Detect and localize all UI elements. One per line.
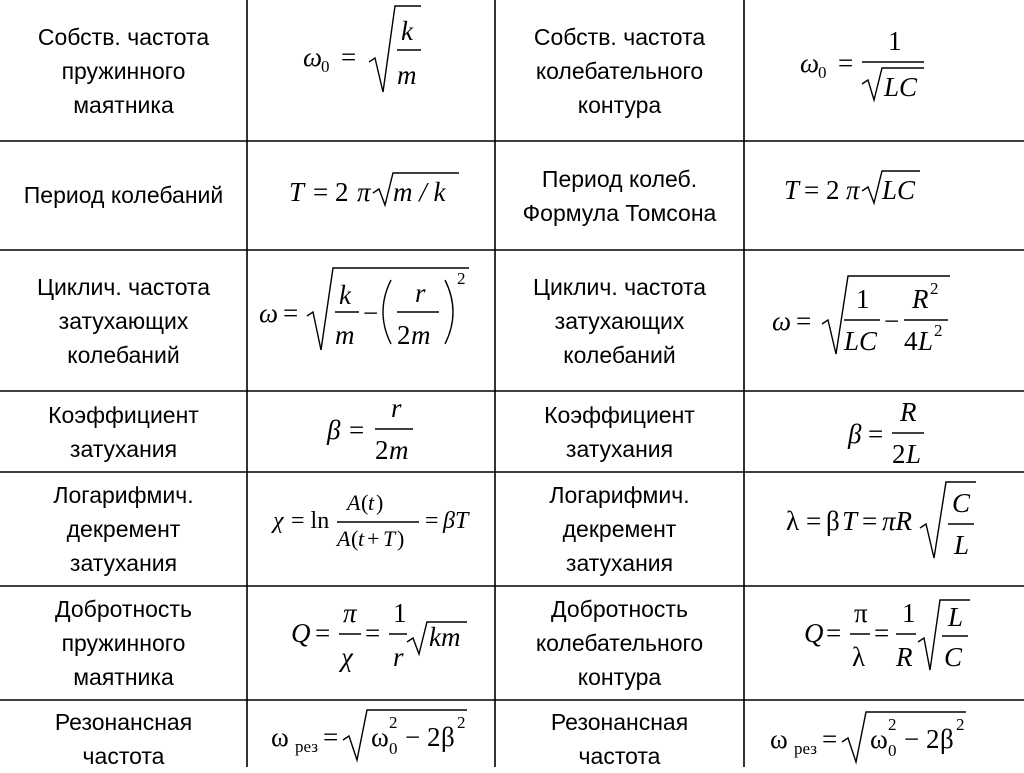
svg-text:0: 0 bbox=[818, 63, 827, 82]
svg-text:A: A bbox=[347, 490, 361, 515]
svg-text:β: β bbox=[940, 724, 954, 754]
svg-text:4: 4 bbox=[904, 326, 918, 356]
svg-text:m: m bbox=[389, 435, 409, 465]
svg-text:=: = bbox=[874, 618, 890, 648]
svg-text:m: m bbox=[335, 320, 355, 350]
svg-text:LC: LC bbox=[844, 326, 878, 356]
svg-text:β: β bbox=[441, 722, 455, 752]
svg-text:=: = bbox=[341, 42, 357, 72]
svg-text:βT: βT bbox=[443, 508, 469, 534]
svg-text:m: m bbox=[397, 60, 417, 90]
svg-text:(: ( bbox=[361, 490, 369, 515]
svg-text:рез: рез bbox=[794, 739, 817, 758]
label-cell: Период колебаний bbox=[23, 182, 224, 208]
label-cell: Резонансная частота bbox=[54, 709, 193, 769]
svg-text:r: r bbox=[415, 278, 426, 308]
svg-text:=: = bbox=[365, 618, 381, 648]
svg-text:T: T bbox=[842, 506, 858, 536]
svg-text:0: 0 bbox=[321, 57, 330, 76]
svg-text:=: = bbox=[822, 724, 838, 754]
svg-text:π: π bbox=[357, 177, 371, 207]
svg-text:T: T bbox=[383, 526, 396, 551]
svg-text:рез: рез bbox=[295, 737, 318, 756]
svg-text:−: − bbox=[363, 298, 379, 328]
svg-text:2: 2 bbox=[457, 269, 466, 288]
svg-text:=: = bbox=[806, 506, 822, 536]
svg-text:L: L bbox=[918, 326, 934, 356]
svg-text:− 2: − 2 bbox=[904, 724, 940, 754]
svg-text:2: 2 bbox=[397, 320, 411, 350]
formula-cell bbox=[247, 700, 495, 767]
svg-text:χ: χ bbox=[341, 642, 353, 672]
formula-cell bbox=[247, 391, 495, 472]
formula-cell bbox=[744, 586, 1024, 700]
svg-text:π: π bbox=[854, 598, 868, 628]
svg-text:t: t bbox=[368, 490, 375, 515]
label-cell: Добротность колебательного контура bbox=[535, 596, 704, 690]
formula-cell bbox=[247, 472, 495, 586]
formula-cell bbox=[744, 472, 1024, 586]
formula-cell bbox=[247, 0, 495, 141]
svg-text:=: = bbox=[323, 722, 339, 752]
label-cell: Резонансная частота bbox=[550, 709, 689, 769]
svg-text:ω: ω bbox=[870, 724, 888, 754]
label-cell: Логарифмич. декремент затухания bbox=[53, 482, 194, 576]
svg-text:=: = bbox=[868, 419, 884, 449]
svg-text:C: C bbox=[952, 488, 971, 518]
svg-text:πR: πR bbox=[882, 506, 913, 536]
svg-text:): ) bbox=[376, 490, 384, 515]
svg-text:= ln: = ln bbox=[291, 508, 330, 534]
svg-text:km: km bbox=[429, 622, 461, 652]
svg-text:=: = bbox=[826, 618, 842, 648]
svg-text:1: 1 bbox=[393, 598, 407, 628]
svg-text:=: = bbox=[349, 415, 365, 445]
svg-text:2: 2 bbox=[956, 715, 965, 734]
formula-cell bbox=[744, 250, 1024, 391]
svg-text:β: β bbox=[848, 419, 862, 449]
svg-text:Q: Q bbox=[804, 618, 824, 648]
svg-text:2: 2 bbox=[389, 713, 398, 732]
svg-text:r: r bbox=[393, 642, 404, 672]
label-cell: Циклич. частота затухающих колебаний bbox=[36, 274, 211, 368]
formula-cell bbox=[744, 0, 1024, 141]
svg-text:LC: LC bbox=[882, 175, 916, 205]
svg-text:λ: λ bbox=[786, 506, 800, 536]
formula-cell bbox=[744, 141, 1024, 250]
svg-text:): ) bbox=[397, 526, 405, 551]
svg-text:m / k: m / k bbox=[393, 177, 446, 207]
svg-text:=: = bbox=[283, 298, 299, 328]
svg-text:+: + bbox=[367, 526, 380, 551]
svg-text:t: t bbox=[358, 526, 365, 551]
svg-text:=: = bbox=[838, 48, 854, 78]
formula-cell bbox=[744, 391, 1024, 472]
svg-text:β: β bbox=[327, 415, 341, 445]
svg-text:= 2: = 2 bbox=[313, 177, 349, 207]
svg-text:k: k bbox=[401, 16, 413, 46]
svg-text:L: L bbox=[948, 602, 964, 632]
svg-text:2: 2 bbox=[934, 321, 943, 340]
svg-text:T: T bbox=[784, 175, 800, 205]
formula-cell bbox=[247, 586, 495, 700]
svg-text:ω: ω bbox=[303, 42, 323, 72]
formula-cell bbox=[744, 700, 1024, 767]
label-cell: Период колеб. Формула Томсона bbox=[522, 166, 717, 226]
svg-text:L: L bbox=[906, 439, 922, 469]
label-cell: Собств. частота колебательного контура bbox=[533, 24, 706, 118]
svg-text:0: 0 bbox=[389, 739, 398, 758]
svg-text:1: 1 bbox=[856, 284, 870, 314]
svg-text:ω: ω bbox=[770, 724, 788, 754]
svg-text:2: 2 bbox=[457, 713, 466, 732]
svg-text:=: = bbox=[796, 306, 812, 336]
svg-text:k: k bbox=[339, 280, 351, 310]
svg-text:L: L bbox=[954, 530, 970, 560]
svg-text:ω: ω bbox=[800, 48, 820, 78]
svg-text:2: 2 bbox=[930, 279, 939, 298]
label-cell: Добротность пружинного маятника bbox=[55, 596, 192, 690]
svg-text:C: C bbox=[944, 642, 963, 672]
svg-text:β: β bbox=[826, 506, 840, 536]
label-cell: Коэффициент затухания bbox=[48, 402, 199, 462]
label-cell: Логарифмич. декремент затухания bbox=[549, 482, 690, 576]
svg-text:=: = bbox=[315, 618, 331, 648]
formula-cell bbox=[247, 250, 495, 391]
svg-text:=: = bbox=[862, 506, 878, 536]
svg-text:T: T bbox=[289, 177, 305, 207]
svg-text:λ: λ bbox=[852, 642, 866, 672]
svg-text:ω: ω bbox=[271, 722, 289, 752]
svg-text:R: R bbox=[900, 397, 917, 427]
svg-text:LC: LC bbox=[884, 72, 918, 102]
svg-text:1: 1 bbox=[888, 26, 902, 56]
svg-text:2: 2 bbox=[375, 435, 389, 465]
svg-text:2: 2 bbox=[888, 715, 897, 734]
svg-text:−: − bbox=[884, 306, 900, 336]
svg-text:(: ( bbox=[351, 526, 359, 551]
svg-text:m: m bbox=[411, 320, 431, 350]
svg-text:π: π bbox=[846, 175, 860, 205]
svg-text:− 2: − 2 bbox=[405, 722, 441, 752]
svg-text:ω: ω bbox=[772, 306, 792, 336]
svg-text:R: R bbox=[912, 284, 929, 314]
svg-text:= 2: = 2 bbox=[804, 175, 840, 205]
svg-text:Q: Q bbox=[291, 618, 311, 648]
svg-text:χ: χ bbox=[273, 508, 284, 534]
label-cell: Циклич. частота затухающих колебаний bbox=[532, 274, 707, 368]
svg-text:ω: ω bbox=[371, 722, 389, 752]
svg-text:π: π bbox=[343, 598, 357, 628]
svg-text:R: R bbox=[896, 642, 913, 672]
svg-text:0: 0 bbox=[888, 741, 897, 760]
svg-text:A: A bbox=[337, 526, 351, 551]
svg-text:2: 2 bbox=[892, 439, 906, 469]
svg-text:1: 1 bbox=[902, 598, 916, 628]
label-cell: Собств. частота пружинного маятника bbox=[37, 24, 210, 118]
svg-text:=: = bbox=[425, 508, 439, 534]
svg-text:r: r bbox=[391, 393, 402, 423]
label-cell: Коэффициент затухания bbox=[544, 402, 695, 462]
svg-text:ω: ω bbox=[259, 298, 279, 328]
formula-cell bbox=[247, 141, 495, 250]
